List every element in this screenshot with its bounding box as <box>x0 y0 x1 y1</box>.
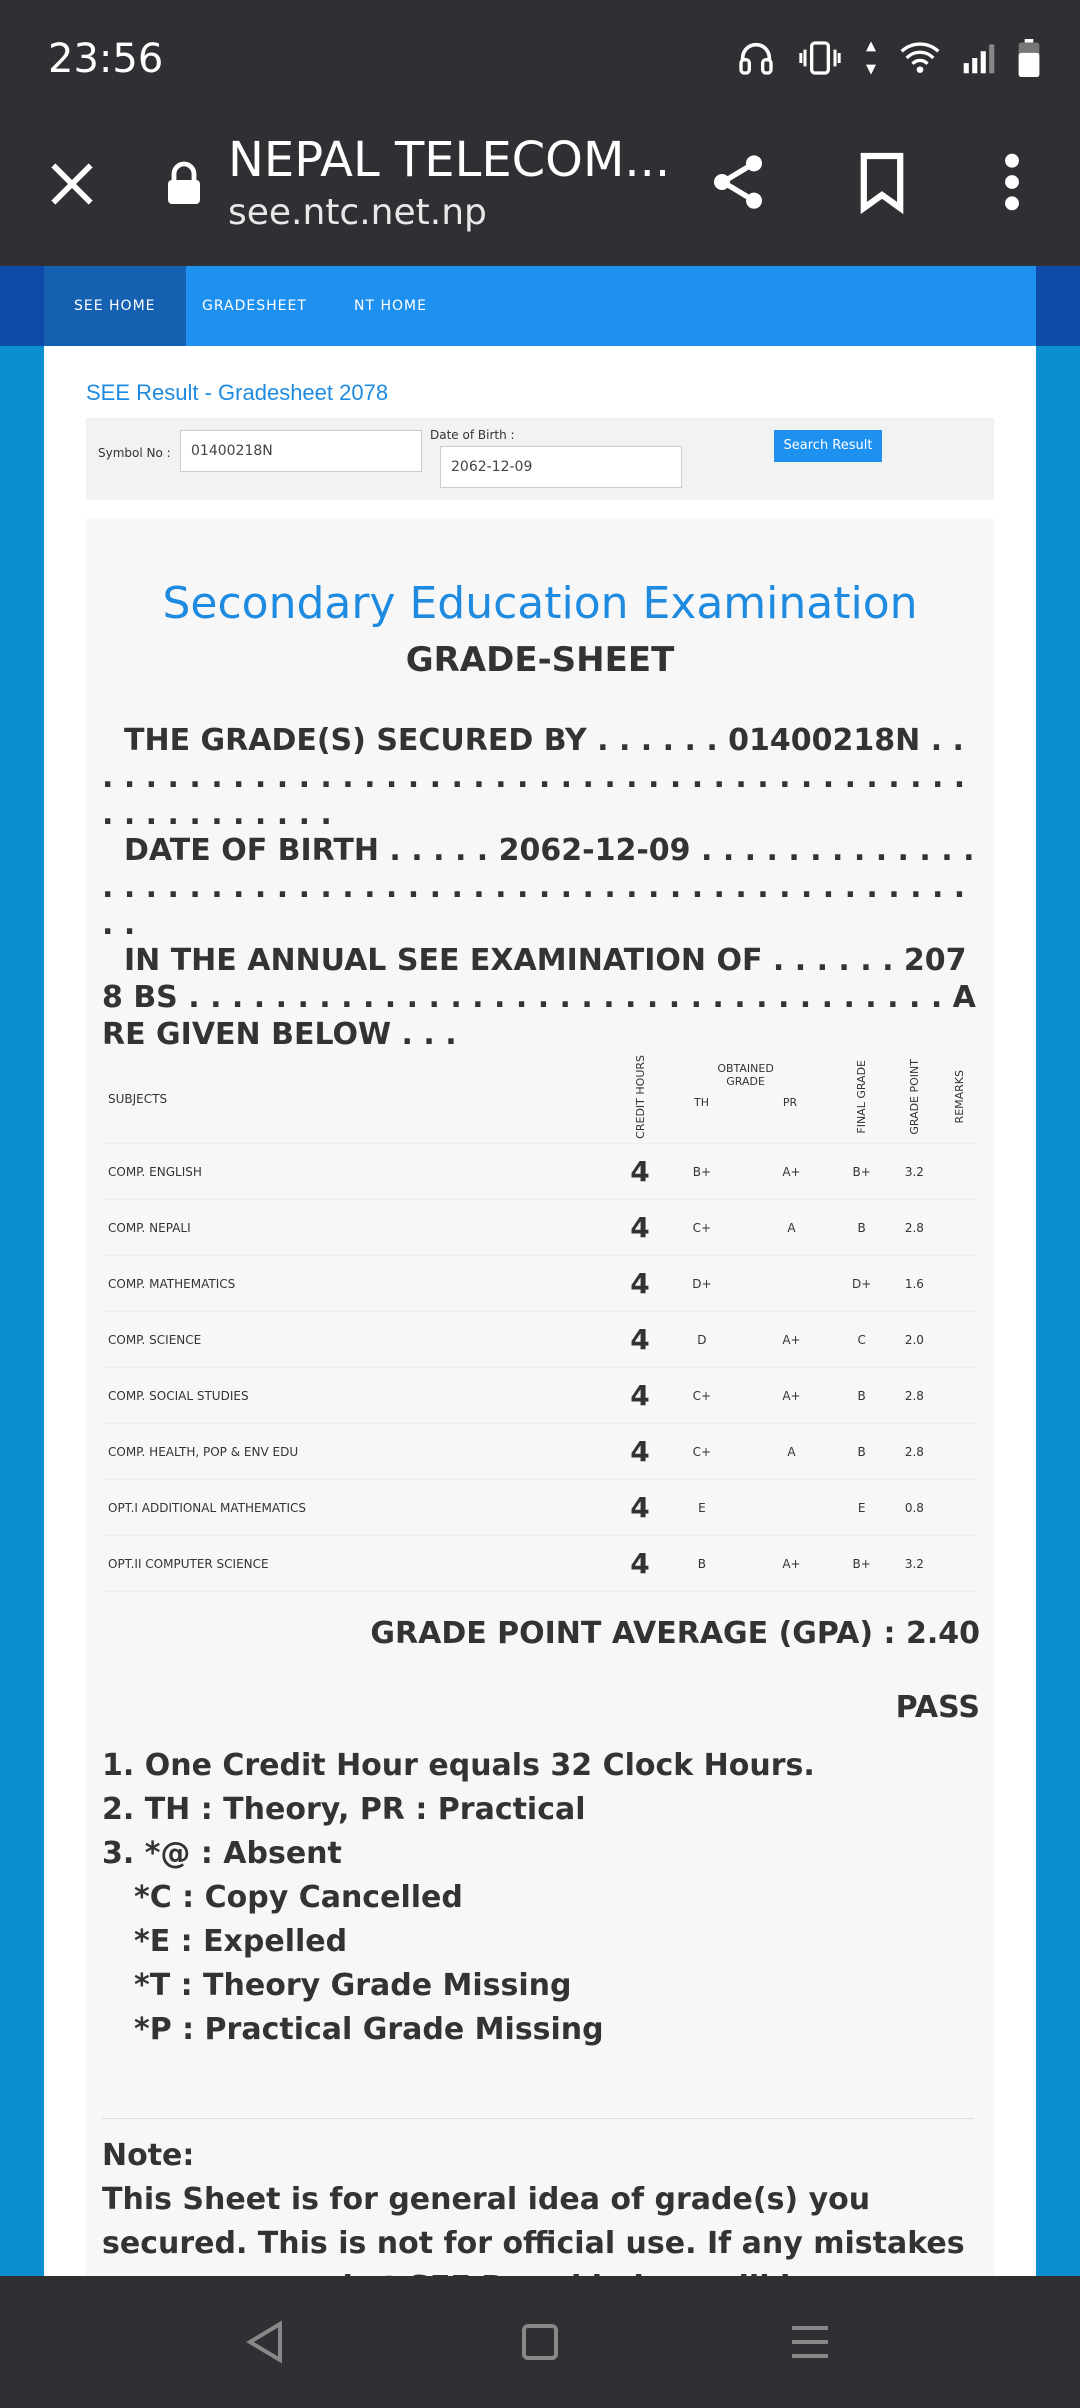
final-grade-cell: D+ <box>835 1256 888 1312</box>
col-th-pr <box>657 1096 834 1109</box>
table-row <box>100 1200 978 1256</box>
legend-item: 3. *@ : Absent <box>102 1836 342 1871</box>
pr-grade-cell: A+ <box>748 1312 835 1368</box>
table-header <box>100 1054 978 1144</box>
remarks-cell <box>941 1200 978 1256</box>
legend-item: 2. TH : Theory, PR : Practical <box>102 1792 586 1827</box>
nav-edge-left <box>0 266 44 346</box>
search-result-button[interactable]: Search Result <box>774 430 882 462</box>
subject-cell: OPT.I ADDITIONAL MATHEMATICS <box>100 1480 624 1536</box>
grade-point-cell: 1.6 <box>888 1256 940 1312</box>
subject-cell: OPT.II COMPUTER SCIENCE <box>100 1536 624 1592</box>
grade-point-cell: 2.0 <box>888 1312 940 1368</box>
credit-cell: 4 <box>624 1536 656 1592</box>
status-icons <box>736 38 1040 78</box>
search-form <box>86 418 994 500</box>
pr-grade-cell: A <box>748 1424 835 1480</box>
dob-line <box>102 832 982 943</box>
col-credit-hours <box>624 1054 656 1144</box>
page-title: NEPAL TELECOM... <box>228 132 671 188</box>
col-subjects: SUBJECTS <box>100 1054 624 1144</box>
grade-point-cell: 2.8 <box>888 1200 940 1256</box>
th-grade-cell: B <box>656 1536 748 1592</box>
signal-icon <box>962 41 996 75</box>
secured-by-line <box>102 722 982 833</box>
table-row <box>100 1480 978 1536</box>
subject-cell: COMP. MATHEMATICS <box>100 1256 624 1312</box>
note-title: Note: <box>102 2138 195 2173</box>
final-grade-cell: B+ <box>835 1144 888 1200</box>
bookmark-icon[interactable] <box>856 150 908 214</box>
battery-icon <box>1018 39 1040 77</box>
symbol-input[interactable]: 01400218N <box>180 430 422 472</box>
sheet-subheading: GRADE-SHEET <box>405 640 675 680</box>
vibrate-icon <box>798 38 842 78</box>
exam-text: IN THE ANNUAL SEE EXAMINATION OF . . . . . . 2078 BS . . . . . . . . . . . . . . . . . . . . . . . . . . . . . . . . . . . ARE GIVEN BELOW . . . <box>102 943 976 1052</box>
symbol-label: Symbol No : <box>98 446 171 460</box>
col-final-grade-label: FINAL GRADE <box>855 1060 869 1134</box>
subject-cell: COMP. ENGLISH <box>100 1144 624 1200</box>
nav-see-home[interactable]: SEE HOME <box>44 266 186 346</box>
th-grade-cell: C+ <box>656 1368 748 1424</box>
remarks-cell <box>941 1144 978 1200</box>
remarks-cell <box>941 1424 978 1480</box>
th-grade-cell: D+ <box>656 1256 748 1312</box>
grade-sheet <box>86 518 994 2298</box>
col-obtained-grade <box>656 1054 835 1144</box>
col-final-grade <box>835 1054 888 1144</box>
recents-icon[interactable] <box>790 2320 830 2364</box>
legend-item: *E : Expelled <box>134 1924 348 1959</box>
legend-item: 1. One Credit Hour equals 32 Clock Hours. <box>102 1748 815 1783</box>
exam-line <box>102 942 982 1053</box>
result-page-title: SEE Result - Gradesheet 2078 <box>86 380 389 405</box>
table-row <box>100 1536 978 1592</box>
home-icon[interactable] <box>520 2320 560 2364</box>
back-icon[interactable] <box>244 2320 284 2364</box>
note-text: This Sheet is for general idea of grade(s) you secured. This is not for official use. If any mistakes <box>102 2182 965 2261</box>
col-remarks <box>941 1054 978 1144</box>
grade-point-cell: 2.8 <box>888 1368 940 1424</box>
subject-cell: COMP. SOCIAL STUDIES <box>100 1368 624 1424</box>
credit-cell: 4 <box>624 1368 656 1424</box>
secured-by-text: THE GRADE(S) SECURED BY . . . . . . 01400218N . . . . . . . . . . . . . . . . . . . . . . . . . . . . . . . . . . . . . . . . . . . . . . . . . . . . . <box>102 723 966 832</box>
status-bar <box>0 0 1080 120</box>
col-pr: PR <box>782 1096 798 1109</box>
remarks-cell <box>941 1368 978 1424</box>
sheet-heading: Secondary Education Examination <box>162 578 918 629</box>
credit-cell: 4 <box>624 1424 656 1480</box>
col-credit-hours-label: CREDIT HOURS <box>633 1055 647 1139</box>
final-grade-cell: E <box>835 1480 888 1536</box>
table-row <box>100 1424 978 1480</box>
close-icon[interactable] <box>44 156 100 212</box>
url-text[interactable]: see.ntc.net.np <box>228 192 487 233</box>
grade-point-cell: 3.2 <box>888 1536 940 1592</box>
th-grade-cell: E <box>656 1480 748 1536</box>
credit-cell: 4 <box>624 1200 656 1256</box>
th-grade-cell: B+ <box>656 1144 748 1200</box>
legend-item: *C : Copy Cancelled <box>134 1880 463 1915</box>
grades-table <box>100 1054 978 1592</box>
nav-gradesheet[interactable]: GRADESHEET <box>202 298 307 314</box>
final-grade-cell: C <box>835 1312 888 1368</box>
page-content <box>44 346 1036 2276</box>
credit-cell: 4 <box>624 1480 656 1536</box>
subject-cell: COMP. HEALTH, POP & ENV EDU <box>100 1424 624 1480</box>
browser-toolbar <box>0 120 1080 266</box>
clock: 23:56 <box>48 36 164 82</box>
final-grade-cell: B <box>835 1200 888 1256</box>
final-grade-cell: B <box>835 1368 888 1424</box>
col-grade-point-label: GRADE POINT <box>907 1059 921 1135</box>
th-grade-cell: D <box>656 1312 748 1368</box>
nav-edge-right <box>1036 266 1080 346</box>
headphones-icon <box>736 38 776 78</box>
credit-cell: 4 <box>624 1312 656 1368</box>
site-nav <box>0 266 1080 346</box>
grade-point-cell: 3.2 <box>888 1144 940 1200</box>
lock-icon <box>166 162 202 206</box>
credit-cell: 4 <box>624 1256 656 1312</box>
legend-item: *T : Theory Grade Missing <box>134 1968 572 2003</box>
final-grade-cell: B <box>835 1424 888 1480</box>
wifi-icon <box>900 40 940 76</box>
table-row <box>100 1368 978 1424</box>
remarks-cell <box>941 1312 978 1368</box>
subject-cell: COMP. NEPALI <box>100 1200 624 1256</box>
table-row <box>100 1144 978 1200</box>
share-icon[interactable] <box>706 150 770 214</box>
pr-grade-cell: A <box>748 1200 835 1256</box>
more-options-icon[interactable] <box>992 150 1032 214</box>
nav-nt-home[interactable]: NT HOME <box>354 298 427 314</box>
pr-grade-cell: A+ <box>748 1368 835 1424</box>
pr-grade-cell: A+ <box>748 1536 835 1592</box>
remarks-cell <box>941 1536 978 1592</box>
legend <box>102 1744 815 2052</box>
dob-input[interactable]: 2062-12-09 <box>440 446 682 488</box>
final-grade-cell: B+ <box>835 1536 888 1592</box>
table-row <box>100 1312 978 1368</box>
result-status: PASS <box>895 1690 980 1725</box>
table-row <box>100 1256 978 1312</box>
remarks-cell <box>941 1480 978 1536</box>
legend-item: *P : Practical Grade Missing <box>134 2012 604 2047</box>
col-grade-point <box>888 1054 940 1144</box>
subject-cell: COMP. SCIENCE <box>100 1312 624 1368</box>
system-nav-bar <box>0 2276 1080 2408</box>
divider <box>102 2118 974 2119</box>
remarks-cell <box>941 1256 978 1312</box>
pr-grade-cell <box>748 1256 835 1312</box>
grade-point-cell: 0.8 <box>888 1480 940 1536</box>
pr-grade-cell <box>748 1480 835 1536</box>
th-grade-cell: C+ <box>656 1424 748 1480</box>
dob-label: Date of Birth : <box>430 428 515 442</box>
col-th: TH <box>693 1096 709 1109</box>
pr-grade-cell: A+ <box>748 1144 835 1200</box>
data-arrows-icon <box>864 38 878 78</box>
gpa-text: GRADE POINT AVERAGE (GPA) : 2.40 <box>370 1616 980 1651</box>
col-remarks-label: REMARKS <box>952 1070 966 1124</box>
credit-cell: 4 <box>624 1144 656 1200</box>
col-obtained-grade-label: OBTAINED GRADE <box>717 1062 774 1088</box>
grade-point-cell: 2.8 <box>888 1424 940 1480</box>
dob-text: DATE OF BIRTH . . . . . 2062-12-09 . . . . . . . . . . . . . . . . . . . . . . . . . . . . . . . . . . . . . . . . . . . . . . . . . . . . . . . <box>102 833 975 942</box>
th-grade-cell: C+ <box>656 1200 748 1256</box>
